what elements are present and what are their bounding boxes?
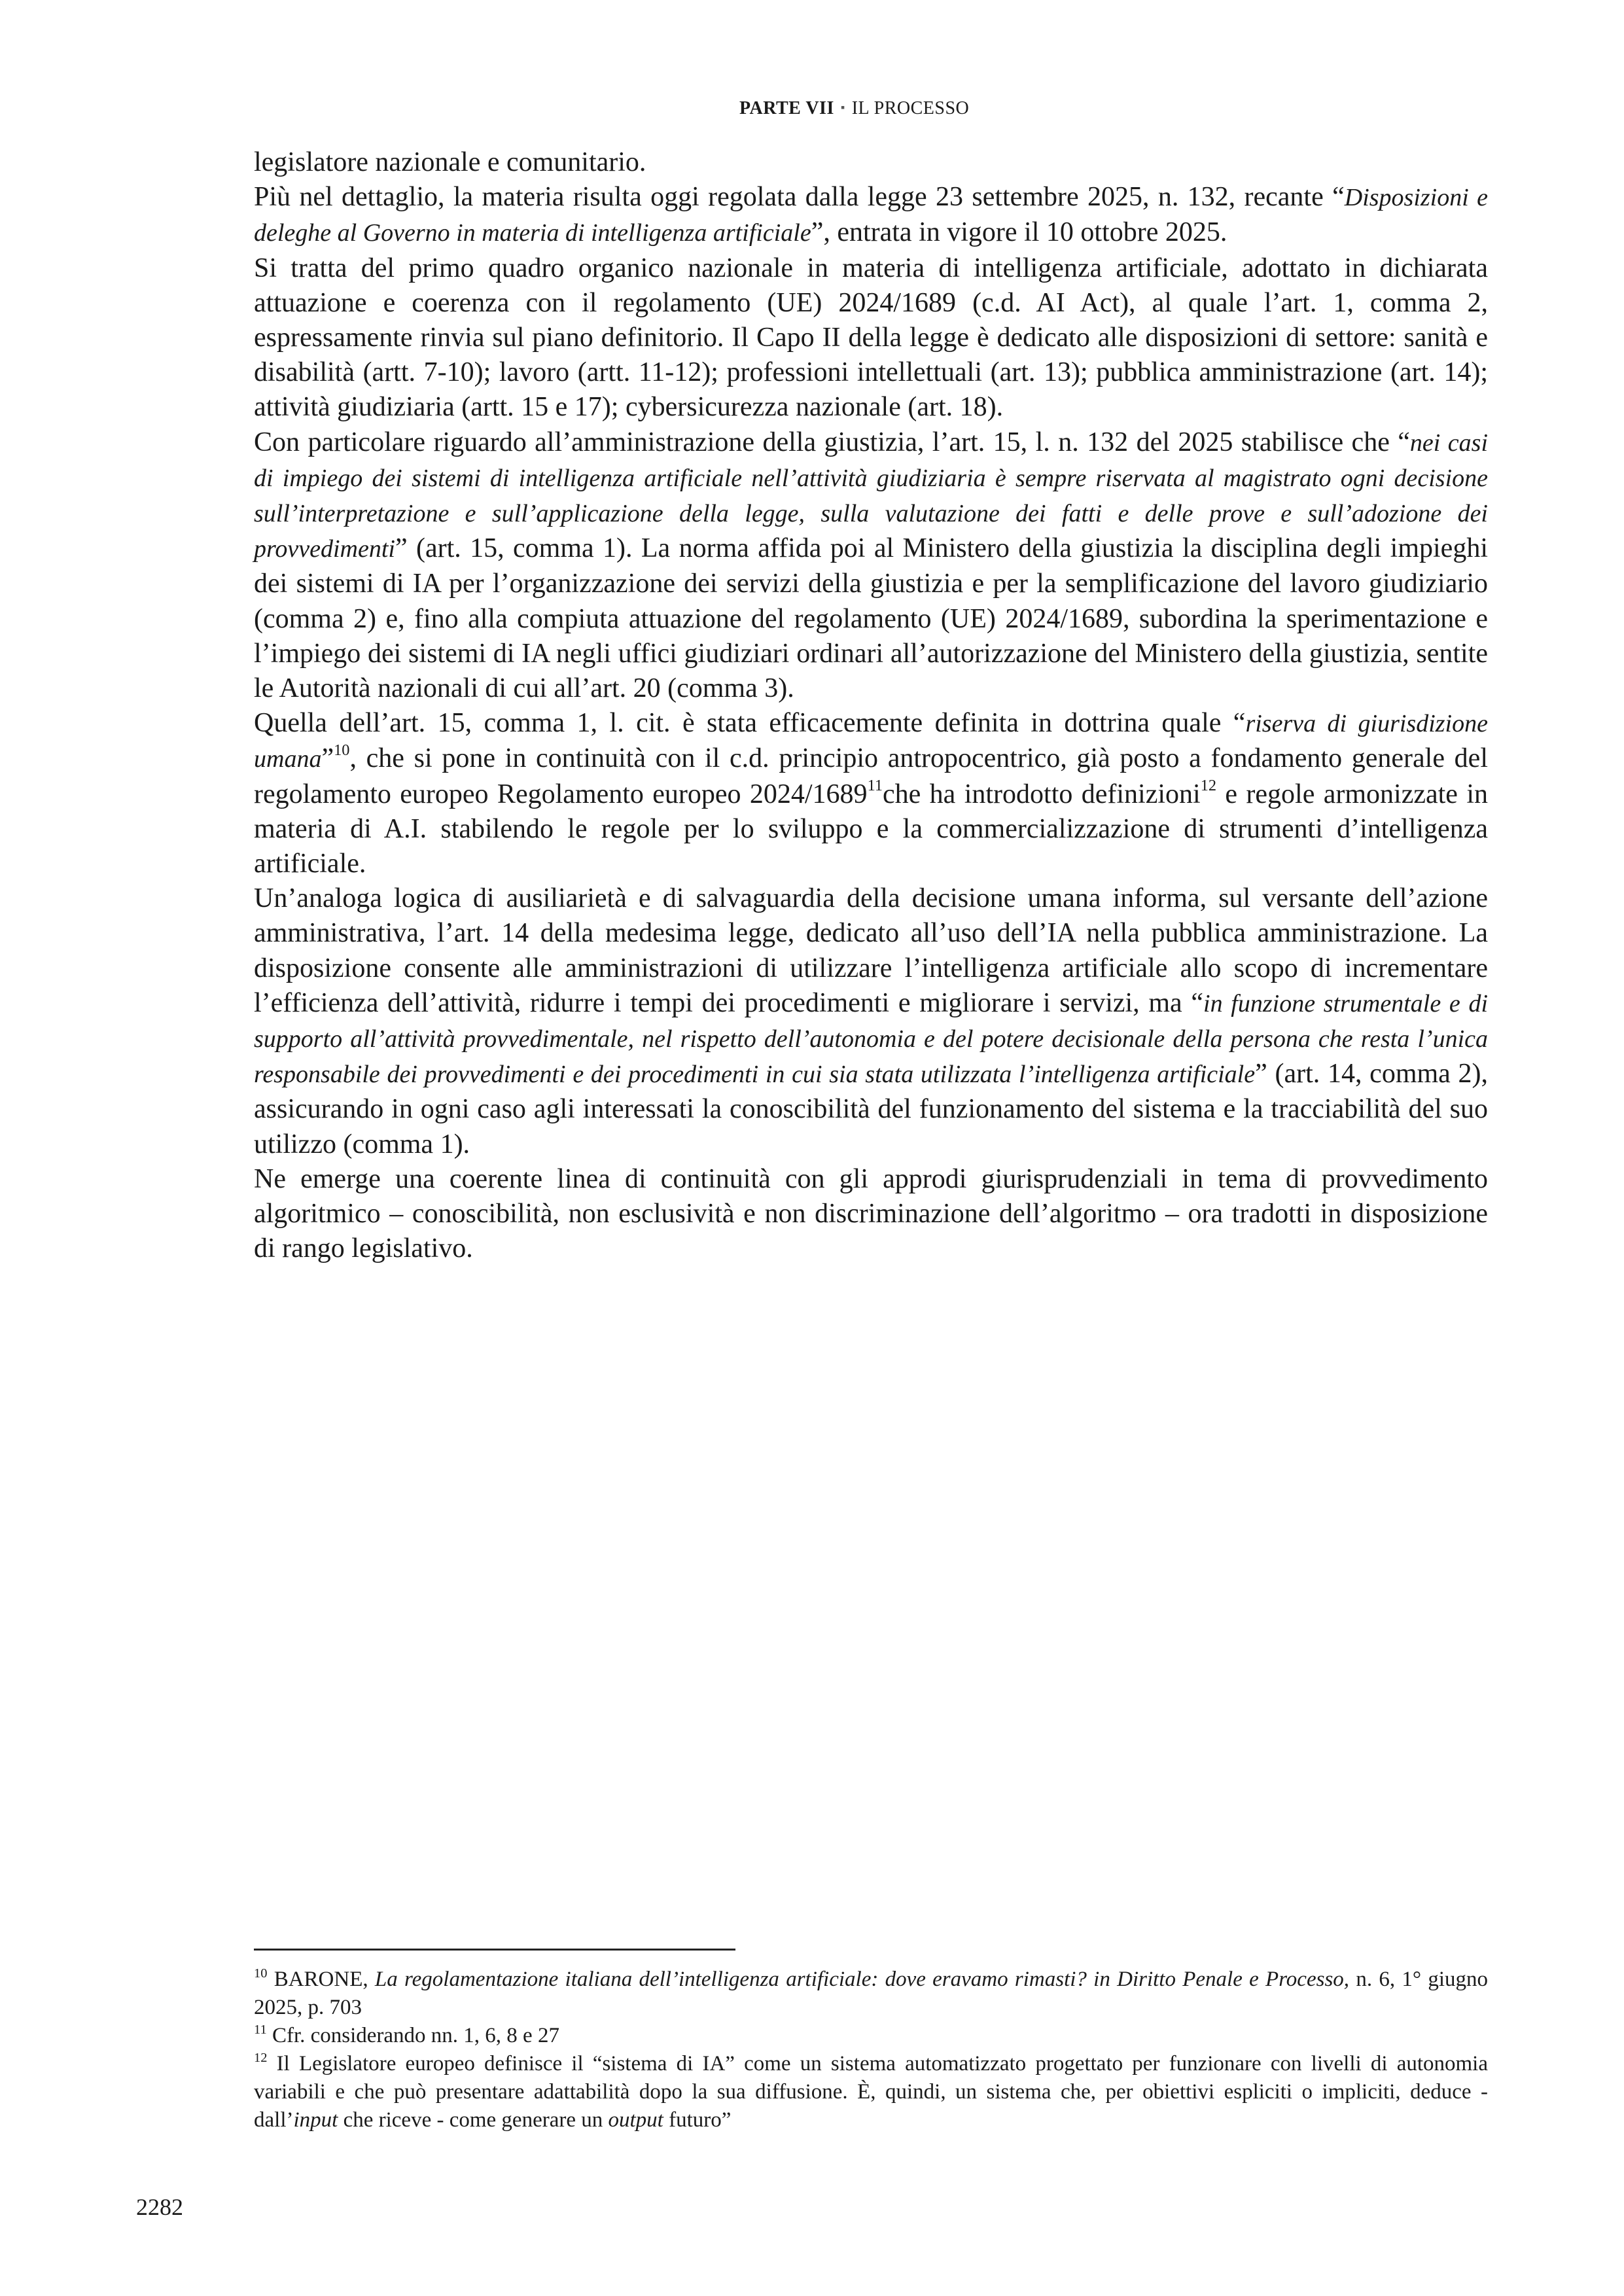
footnote-11: $^{11}$ Cfr. considerando nn. 1, 6, 8 e 27: [254, 2022, 559, 2047]
footnote-divider: [254, 1949, 735, 1951]
header-separator: ▪: [840, 101, 845, 114]
page-number: 2282: [136, 2194, 183, 2220]
art14-quote: in funzione strumentale e di supporto all’attività provvedimentale, nel rispetto dell’autonomia e del potere decisionale della persona che resta l’unica responsabile dei provvedimenti e dei procedimenti in cui sia stata utilizzata l’intelligenza artificiale: [254, 989, 1488, 1089]
art15-quote: nei casi di impiego dei sistemi di intelligenza artificiale nell’attività giudiziaria è sempre riservata al magistrato ogni decisione sull’interpretazione e sull’applicazione della legge, sulla valutazione dei fatti e delle prove e sull’adozione dei provvedimenti: [254, 429, 1488, 563]
footnote-ref-11[interactable]: 11: [867, 777, 883, 795]
footnote-ref-10[interactable]: 10: [334, 741, 350, 760]
footnote-10: $^{10}$ BARONE, La regolamentazione italiana dell’intelligenza artificiale: dove eravamo rimasti? in Diritto Penale e Processo, n. 6, 1° giugno 2025, p. 703: [254, 1966, 1488, 2019]
footnote-ref-12[interactable]: 12: [1200, 777, 1217, 795]
header-section: IL PROCESSO: [851, 98, 970, 118]
footnote-citation-title: La regolamentazione italiana dell’intelligenza artificiale: dove eravamo rimasti? in Diritto Penale e Processo,: [374, 1968, 1350, 1991]
main-text: [254, 145, 1488, 1267]
running-header: [739, 98, 969, 119]
paragraph-2: Più nel dettaglio, la materia risulta oggi regolata dalla legge 23 settembre 2025, n. 132, recante “Disposizioni e deleghe al Governo in materia di intelligenza artificiale”, entrata in vigore il 10 ottobre 2025.: [254, 182, 1489, 248]
paragraph-6: Un’analoga logica di ausiliarietà e di salvaguardia della decisione umana informa, sul versante dell’azione amministrativa, l’art. 14 della medesima legge, dedicato all’uso dell’IA nella pubblica amministrazione. La disposizione consente alle amministrazioni di utilizzare l’intelligenza artificiale allo scopo di incrementare l’efficienza dell’attività, ridurre i tempi dei procedimenti e migliorare i servizi, ma “in funzione strumentale e di supporto all’attività provvedimentale, nel rispetto dell’autonomia e del potere decisionale della persona che resta l’unica responsabile dei provvedimenti e dei procedimenti in cui sia stata utilizzata l’intelligenza artificiale” (art. 14, comma 2), assicurando in ogni caso agli interessati la conoscibilità del funzionamento del sistema e la tracciabilità del suo utilizzo (comma 1).: [254, 883, 1488, 1159]
footnote-number: 11: [254, 2022, 267, 2037]
footnote-number: 12: [254, 2050, 268, 2065]
paragraph-1: legislatore nazionale e comunitario.: [254, 147, 646, 177]
paragraph-7: Ne emerge una coerente linea di continuità con gli approdi giurisprudenziali in tema di provvedimento algoritmico – conoscibilità, non esclusività e non discriminazione dell’algoritmo – ora tradotti in disposizione di rango legislativo.: [254, 1163, 1488, 1264]
paragraph-4: Con particolare riguardo all’amministrazione della giustizia, l’art. 15, l. n. 132 del 2025 stabilisce che “nei casi di impiego dei sistemi di intelligenza artificiale nell’attività giudiziaria è sempre riservata al magistrato ogni decisione sull’interpretazione e sull’applicazione della legge, sulla valutazione dei fatti e delle prove e sull’adozione dei provvedimenti” (art. 15, comma 1). La norma affida poi al Ministero della giustizia la disciplina degli impieghi dei sistemi di IA per l’organizzazione dei servizi della giustizia e per la semplificazione del lavoro giudiziario (comma 2) e, fino alla compiuta attuazione del regolamento (UE) 2024/1689, subordina la sperimentazione e l’impiego dei sistemi di IA negli uffici giudiziari ordinari all’autorizzazione del Ministero della giustizia, sentite le Autorità nazionali di cui all’art. 20 (comma 3).: [254, 427, 1488, 704]
footnotes: [254, 1966, 1488, 2134]
footnote-12: $^{12}$ Il Legislatore europeo definisce il “sistema di IA” come un sistema automatizzato progettato per funzionare con livelli di autonomia variabili e che può presentare adattabilità dopo la sua diffusione. È, quindi, un sistema che, per obiettivi espliciti o impliciti, deduce - dall’input che riceve - come generare un output futuro”: [254, 2050, 1488, 2132]
paragraph-5: Quella dell’art. 15, comma 1, l. cit. è stata efficacemente definita in dottrina quale “riserva di giurisdizione umana”$^{10}$, che si pone in continuità con il c.d. principio antropocentrico, già posto a fondamento generale del regolamento europeo Regolamento europeo 2024/1689$^{11}$che ha introdotto definizioni$^{12}$ e regole armonizzate in materia di A.I. stabilendo le regole per lo sviluppo e la commercializzazione di strumenti d’intelligenza artificiale.: [254, 708, 1488, 879]
header-part: PARTE VII: [739, 98, 834, 118]
law-title-quote: Disposizioni e deleghe al Governo in materia di intelligenza artificiale: [254, 184, 1489, 247]
footnote-number: 10: [254, 1966, 268, 1981]
riserva-quote: riserva di giurisdizione umana: [254, 710, 1488, 773]
paragraph-3: Si tratta del primo quadro organico nazionale in materia di intelligenza artificiale, adottato in dichiarata attuazione e coerenza con il regolamento (UE) 2024/1689 (c.d. AI Act), al quale l’art. 1, comma 2, espressamente rinvia sul piano definitorio. Il Capo II della legge è dedicato alle disposizioni di settore: sanità e disabilità (artt. 7-10); lavoro (artt. 11-12); professioni intellettuali (art. 13); pubblica amministrazione (art. 14); attività giudiziaria (artt. 15 e 17); cybersicurezza nazionale (art. 18).: [254, 253, 1488, 423]
